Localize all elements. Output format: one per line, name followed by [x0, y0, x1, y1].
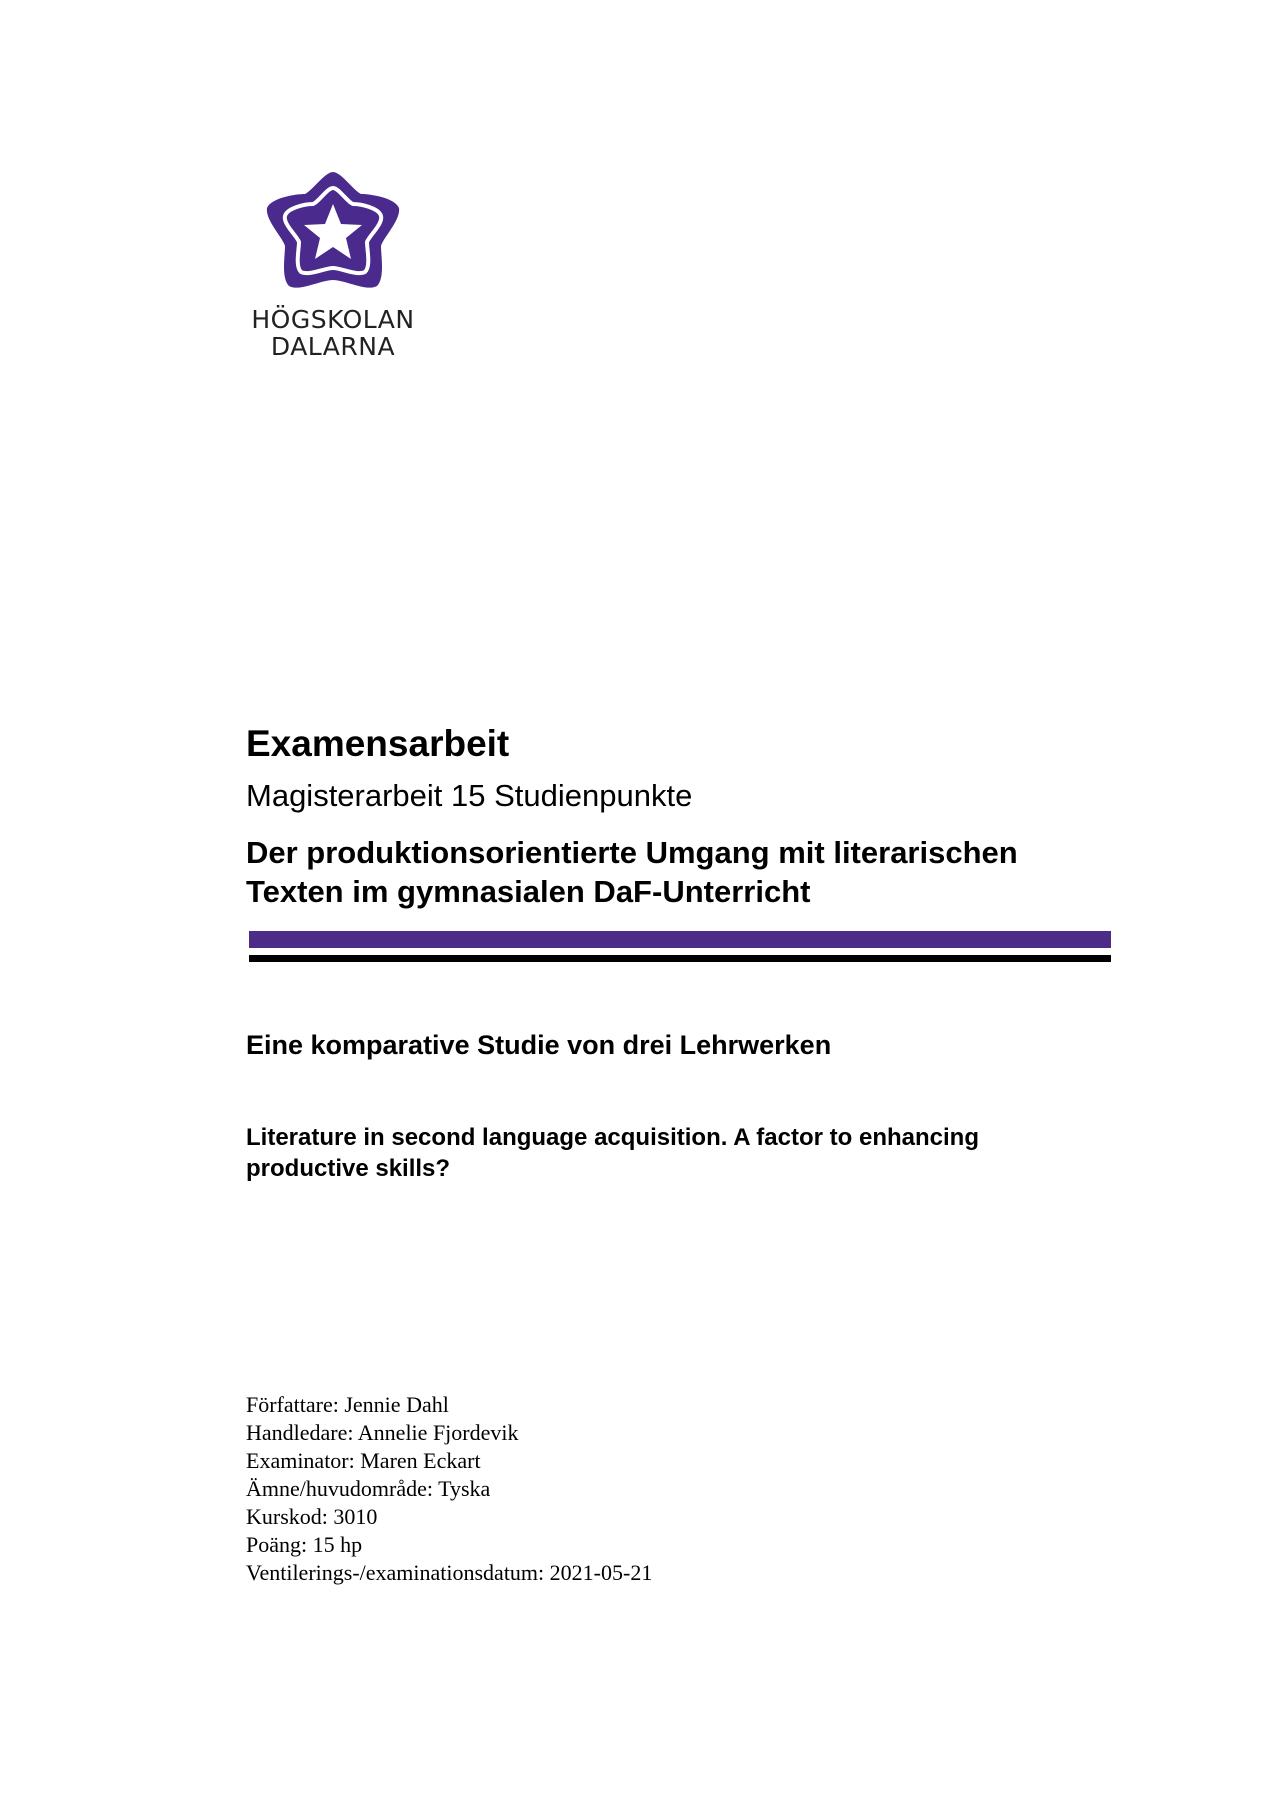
thesis-title-line-1: Der produktionsorientierte Umgang mit literarischen [246, 835, 1018, 870]
meta-row-credits [246, 1531, 652, 1559]
meta-row-author [246, 1391, 652, 1419]
thesis-title-line-2: Texten im gymnasialen DaF-Unterricht [246, 874, 811, 909]
meta-label: Ventilerings-/examinationsdatum: [246, 1560, 545, 1585]
meta-value: Annelie Fjordevik [357, 1420, 519, 1445]
meta-value: 2021-05-21 [549, 1560, 653, 1585]
english-subtitle-line-2: productive skills? [246, 1155, 451, 1182]
meta-row-course-code [246, 1503, 652, 1531]
university-logo [238, 168, 428, 368]
meta-value: 15 hp [312, 1532, 363, 1557]
meta-label: Examinator: [246, 1448, 355, 1473]
meta-label: Handledare: [246, 1420, 354, 1445]
meta-label: Poäng: [246, 1532, 308, 1557]
thesis-title [246, 833, 1126, 911]
meta-value: 3010 [333, 1504, 378, 1529]
meta-value: Maren Eckart [360, 1448, 481, 1473]
german-subtitle: Eine komparative Studie von drei Lehrwerken [246, 1030, 832, 1060]
black-divider [249, 955, 1111, 962]
purple-divider [249, 931, 1111, 948]
meta-value: Jennie Dahl [344, 1392, 449, 1417]
meta-value: Tyska [438, 1476, 491, 1501]
star-flower-icon [260, 168, 406, 296]
meta-label: Ämne/huvudområde: [246, 1476, 433, 1501]
english-subtitle [246, 1122, 1126, 1184]
logo-line-1: HÖGSKOLAN [251, 305, 415, 334]
document-title: Examensarbeit [246, 723, 510, 764]
meta-label: Kurskod: [246, 1504, 328, 1529]
meta-row-date [246, 1559, 652, 1587]
meta-row-examiner [246, 1447, 652, 1475]
metadata-block [246, 1391, 652, 1587]
logo-wordmark [238, 306, 428, 360]
meta-row-subject [246, 1475, 652, 1503]
meta-row-supervisor [246, 1419, 652, 1447]
document-subtitle: Magisterarbeit 15 Studienpunkte [246, 778, 693, 813]
meta-label: Författare: [246, 1392, 339, 1417]
logo-line-2: DALARNA [270, 332, 396, 361]
english-subtitle-line-1: Literature in second language acquisition. A factor to enhancing [246, 1124, 979, 1151]
